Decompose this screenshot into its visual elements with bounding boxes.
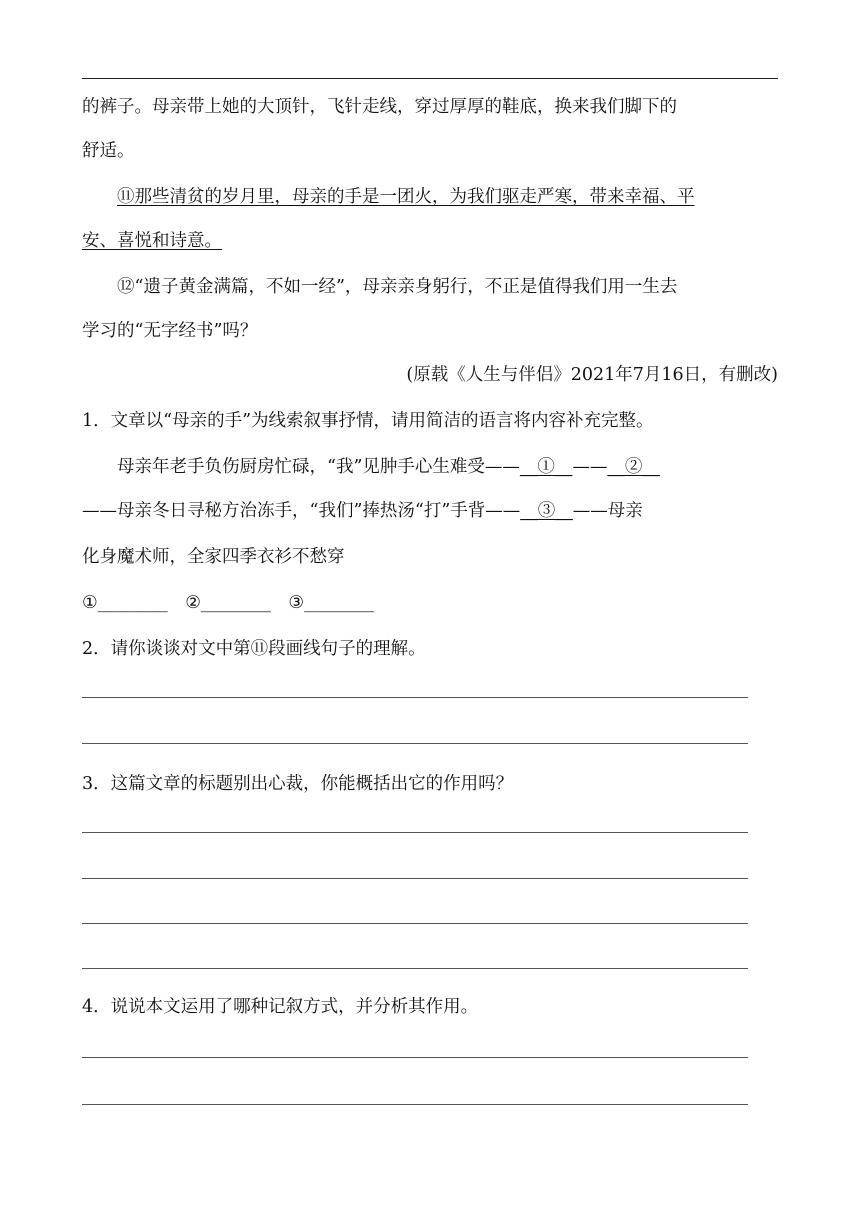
answer-line[interactable] xyxy=(82,743,748,744)
question-2: 2．请你谈谈对文中第⑪段画线句子的理解。 xyxy=(82,639,426,659)
passage-line: 的裤子。母亲带上她的大顶针，飞针走线，穿过厚厚的鞋底，换来我们脚下的 xyxy=(82,97,677,117)
q1-text: 母亲年老手负伤厨房忙碌，“我”见肿手心生难受—— xyxy=(117,457,520,477)
question-1: 1．文章以“母亲的手”为线索叙事抒情，请用简洁的语言将内容补充完整。 xyxy=(82,411,654,431)
passage-line: 舒适。 xyxy=(82,141,135,161)
answer-line[interactable] xyxy=(82,923,748,924)
passage-line: 学习的“无字经书”吗？ xyxy=(82,321,258,341)
q1-flow-line xyxy=(117,456,660,478)
blank-3[interactable]: __③__ xyxy=(520,501,573,521)
top-divider xyxy=(82,78,778,79)
q1-answer-blanks[interactable]: ①________ ②________ ③________ xyxy=(82,593,375,613)
q1-text: ——母亲 xyxy=(572,501,643,521)
q1-sep: —— xyxy=(572,457,608,477)
answer-line[interactable] xyxy=(82,697,748,698)
q1-text: ——母亲冬日寻秘方治冻手，“我们”捧热汤“打”手背—— xyxy=(82,501,521,521)
question-3: 3．这篇文章的标题别出心裁，你能概括出它的作用吗？ xyxy=(82,774,514,794)
q1-flow-line: 化身魔术师，全家四季衣衫不愁穿 xyxy=(82,547,345,567)
source-citation: (原载《人生与伴侣》2021年7月16日，有删改) xyxy=(406,365,778,385)
answer-line[interactable] xyxy=(82,968,748,969)
underlined-sentence: ⑪那些清贫的岁月里，母亲的手是一团火，为我们驱走严寒，带来幸福、平 xyxy=(117,187,695,207)
question-4: 4．说说本文运用了哪种记叙方式，并分析其作用。 xyxy=(82,997,479,1017)
answer-line[interactable] xyxy=(82,1057,748,1058)
answer-line[interactable] xyxy=(82,1104,748,1105)
q1-flow-line xyxy=(82,500,643,522)
answer-line[interactable] xyxy=(82,832,748,833)
passage-line: ⑫“遗子黄金满篇，不如一经”，母亲亲身躬行，不正是值得我们用一生去 xyxy=(117,277,678,297)
blank-1[interactable]: __①__ xyxy=(519,457,573,477)
blank-2[interactable]: __②__ xyxy=(607,457,660,477)
answer-line[interactable] xyxy=(82,878,748,879)
underlined-sentence: 安、喜悦和诗意。 xyxy=(82,231,222,251)
